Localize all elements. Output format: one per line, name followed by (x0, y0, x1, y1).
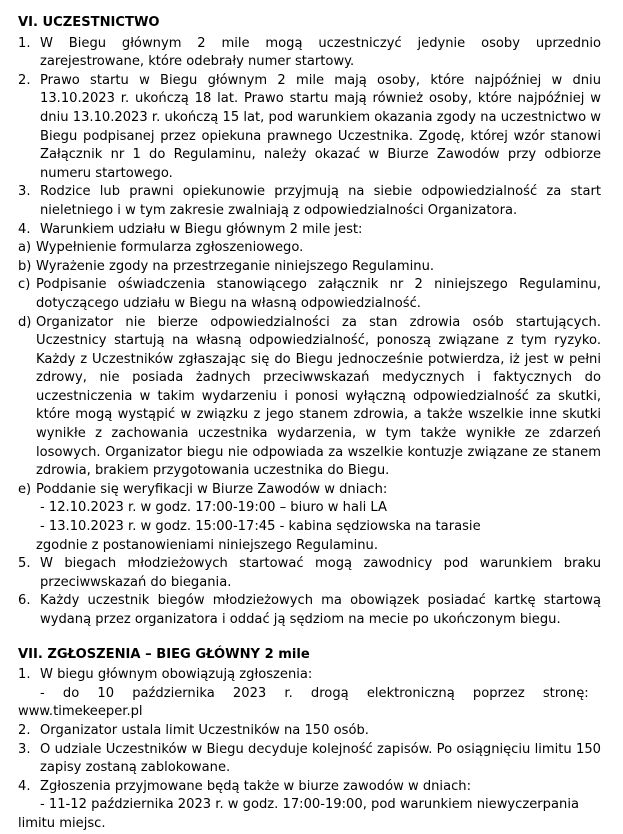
item-number: 2. (18, 72, 31, 88)
sub-item-label: a) (18, 240, 32, 256)
sub-item-c (18, 276, 601, 313)
verification-date-1: - 12.10.2023 r. w godz. 17:00-19:00 – biuro w hali LA (40, 500, 387, 516)
item-text: W biegu głównym obowiązują zgłoszenia: (40, 667, 313, 683)
list-item-6 (18, 592, 601, 629)
sub-item-label: e) (18, 481, 32, 497)
registration-item-2 (18, 722, 601, 741)
item-text: W Biegu głównym 2 mile mogą uczestniczyć jedynie osoby uprzednio zarejestrowane, które odebrały numer startowy. (40, 35, 601, 70)
item-number: 4. (18, 778, 31, 794)
item-number: 5. (18, 556, 31, 572)
list-item-2 (18, 72, 601, 184)
section-heading-uczestnictwo: VI. UCZESTNICTWO (18, 15, 160, 30)
item-number: 2. (18, 722, 31, 738)
item-number: 1. (18, 35, 31, 51)
sub-item-b (18, 258, 601, 277)
sub-item-label: c) (18, 277, 31, 293)
sub-item-e (18, 481, 601, 500)
sub-item-a (18, 239, 601, 258)
item-text: Organizator ustala limit Uczestników na 150 osób. (40, 722, 369, 738)
item-number: 6. (18, 593, 31, 609)
list-item-1 (18, 35, 601, 72)
sub-item-text: Wypełnienie formularza zgłoszeniowego. (36, 240, 304, 256)
registration-deadline: - do 10 października 2023 r. drogą elektroniczną poprzez stronę: (40, 685, 589, 701)
sub-item-label: b) (18, 258, 32, 274)
office-registration-note: limitu miejsc. (18, 815, 106, 831)
item-number: 3. (18, 741, 31, 757)
sub-item-text: Podpisanie oświadczenia stanowiącego załącznik nr 2 niniejszego Regulaminu, dotyczącego udziału w Biegu na własną odpowiedzialność. (36, 277, 601, 311)
item-text: Każdy uczestnik biegów młodzieżowych ma obowiązek posiadać kartkę startową wydaną przez organizatora i oddać ją sędziom na mecie po ukończonym biegu. (40, 593, 601, 627)
verification-date-2: - 13.10.2023 r. w godz. 15:00-17:45 - kabina sędziowska na tarasie (40, 519, 481, 535)
sub-item-text: Wyrażenie zgody na przestrzeganie niniejszego Regulaminu. (36, 258, 435, 274)
item-text: Warunkiem udziału w Biegu głównym 2 mile jest: (40, 221, 363, 237)
sub-item-d (18, 314, 601, 481)
item-text: Prawo startu w Biegu głównym 2 mile mają osoby, które najpóźniej w dniu 13.10.2023 r. ukończą 18 lat. Prawo startu mają również osoby, które najpóźniej w dniu 13.10.2023 r. ukończą 15 lat, pod warunkiem okazania zgody na uczestnictwo w Biegu podpisanej przez opiekuna prawnego Uczestnika. Zgodę, której wzór stanowi Załącznik nr 1 do Regulaminu, należy okazać w Biurze Zawodów przy odbiorze numeru startowego. (40, 72, 601, 181)
registration-item-4 (18, 778, 601, 797)
section-heading-zgloszenia: VII. ZGŁOSZENIA – BIEG GŁÓWNY 2 mile (18, 646, 310, 662)
item-number: 4. (18, 221, 31, 237)
item-text: W biegach młodzieżowych startować mogą zawodnicy pod warunkiem braku przeciwwskazań do biegania. (40, 556, 601, 590)
verification-note: zgodnie z postanowieniami niniejszego Regulaminu. (36, 537, 379, 553)
item-text: O udziale Uczestników w Biegu decyduje kolejność zapisów. Po osiągnięciu limitu 150 zapisy zostaną zablokowane. (40, 741, 601, 776)
registration-item-1 (18, 666, 601, 685)
list-item-3 (18, 183, 601, 220)
office-registration-dates: - 11-12 października 2023 r. w godz. 17:00-19:00, pod warunkiem niewyczerpania (40, 797, 579, 813)
sub-item-label: d) (18, 314, 32, 330)
list-item-4 (18, 221, 601, 240)
sub-item-text: Organizator nie bierze odpowiedzialności za stan zdrowia osób startujących. Uczestnicy startują na własną odpowiedzialność, ponoszą związane z tym ryzyko. Każdy z Uczestników zgłaszając się do Biegu jednocześnie potwierdza, iż jest w pełni zdrowy, nie posiada żadnych przeciwwskazań medycznych i faktycznych do uczestniczenia w takim wydarzeniu i ponosi wyłączną odpowiedzialność za skutki, które mogą wystąpić w związku z jego stanem zdrowia, a także wszelkie inne skutki wynikłe z zachowania uczestnika wydarzenia, w tym także wynikłe ze zdarzeń losowych. Organizator biegu nie odpowiada za wszelkie kontuzje związane ze stanem zdrowia, brakiem przygotowania uczestnika do Biegu. (36, 314, 601, 479)
list-item-5 (18, 555, 601, 592)
item-text: Zgłoszenia przyjmowane będą także w biurze zawodów w dniach: (40, 778, 472, 794)
item-number: 1. (18, 667, 31, 683)
registration-item-3 (18, 741, 601, 778)
item-text: Rodzice lub prawni opiekunowie przyjmują na siebie odpowiedzialność za start nieletniego i w tym zakresie zwalniają z odpowiedzialności Organizatora. (40, 184, 601, 218)
website-url: www.timekeeper.pl (18, 704, 143, 720)
item-number: 3. (18, 184, 31, 200)
sub-item-text: Poddanie się weryfikacji w Biurze Zawodów w dniach: (36, 481, 388, 497)
